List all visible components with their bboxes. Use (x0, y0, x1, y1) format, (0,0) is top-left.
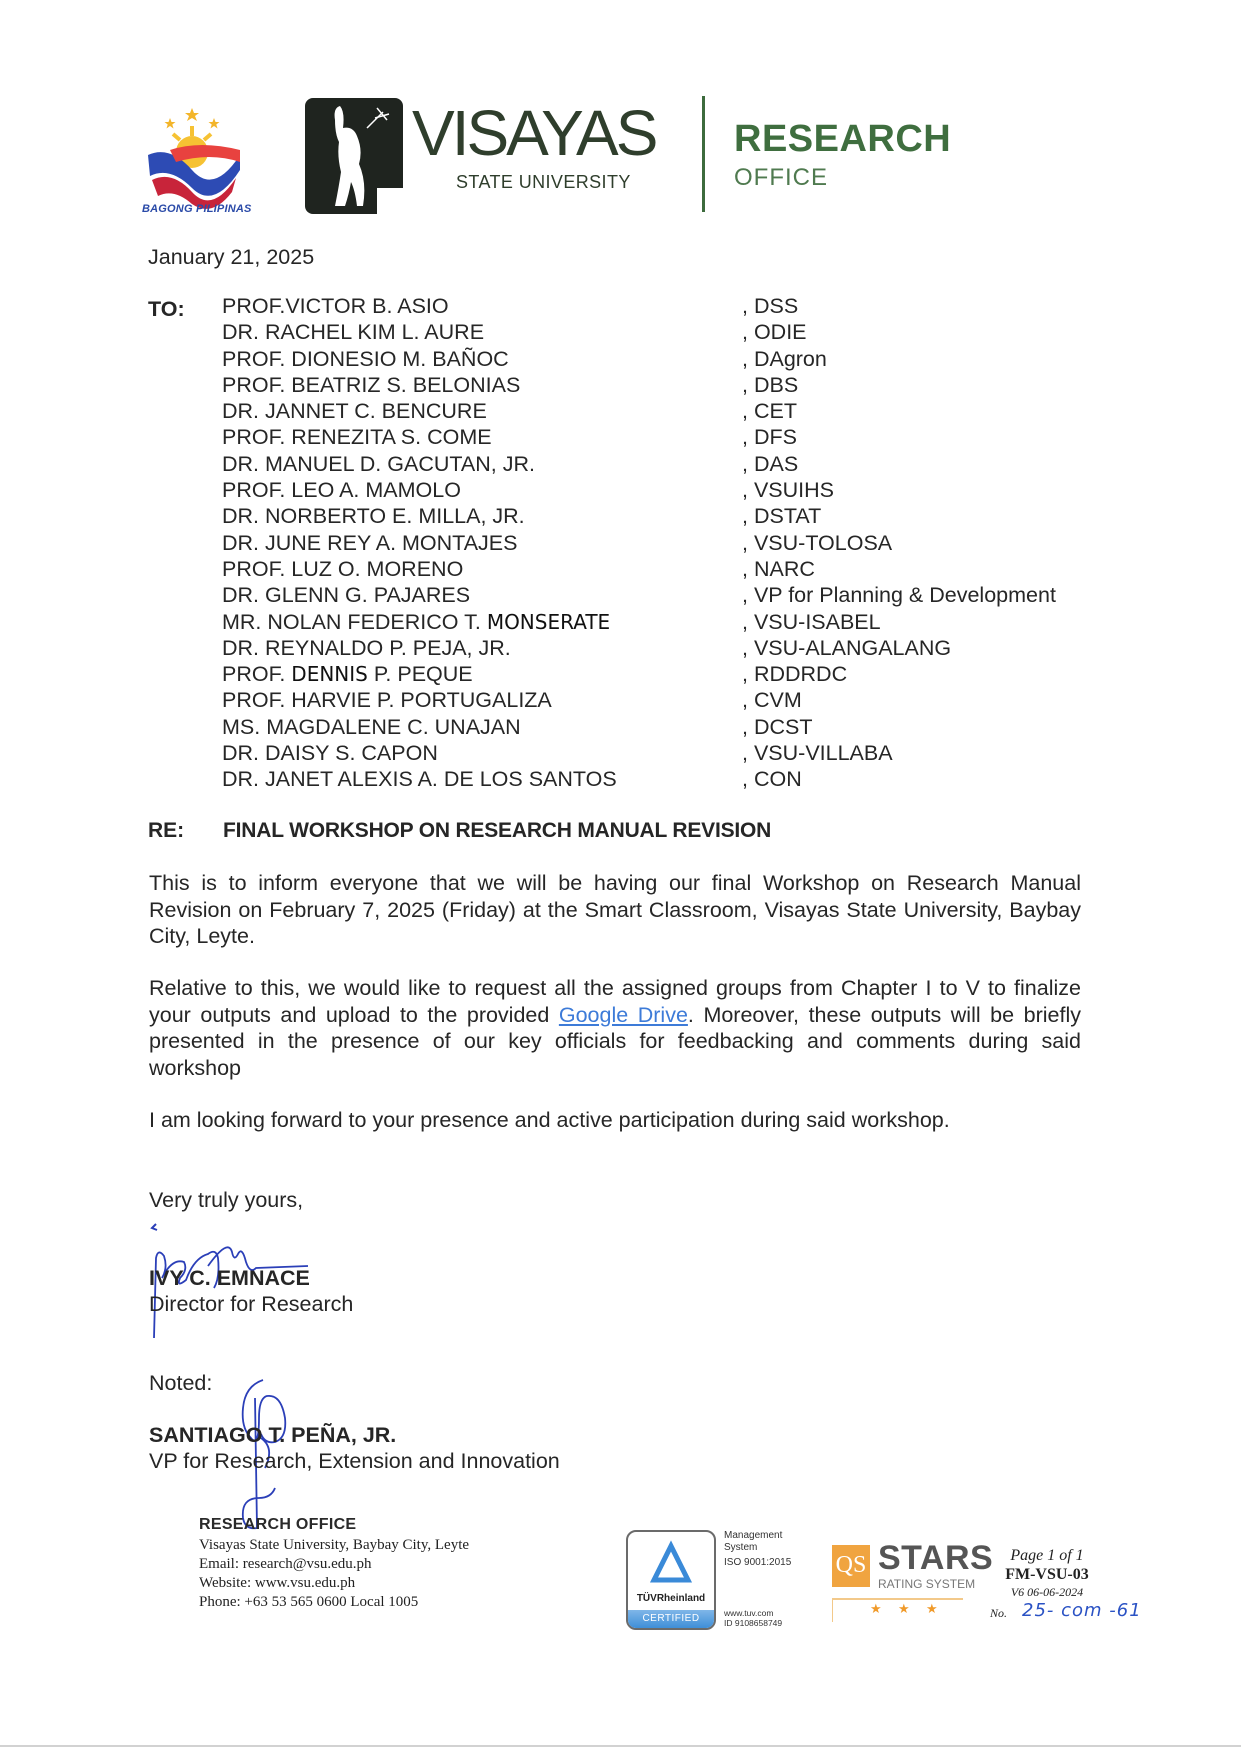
recipient-name (222, 530, 517, 556)
recipient-name-text: DR. REYNALDO P. PEJA, JR. (222, 635, 511, 660)
to-label: TO: (148, 297, 185, 321)
tuv-details (724, 1530, 816, 1628)
header-divider (702, 96, 705, 212)
recipient-name (222, 346, 509, 372)
recipient-name-tail: P. PEQUE (367, 662, 473, 687)
tuv-certification-badge (626, 1530, 716, 1630)
recipient-name (222, 766, 617, 792)
tuv-triangle-icon (628, 1532, 714, 1592)
oblation-figure-icon (305, 98, 403, 214)
recipient-name (222, 372, 520, 398)
subject-line: FINAL WORKSHOP ON RESEARCH MANUAL REVISION (223, 819, 772, 842)
page-bottom-edge (0, 1745, 1241, 1747)
star-icon (165, 118, 176, 129)
tuv-id: ID 9108658749 (724, 1618, 783, 1628)
recipient-office: , VSU-ALANGALANG (742, 635, 952, 660)
recipient-name (222, 661, 473, 687)
university-subtitle: STATE UNIVERSITY (456, 172, 631, 192)
star-icon: ★ (898, 1601, 910, 1616)
recipient-office: , NARC (742, 556, 815, 581)
paragraph-request-text-end: . Moreover, these outputs will be briefly presented in the presence of our key officials for feedbacking and comments during said workshop (149, 1002, 1081, 1080)
qs-logo-mark: QS (832, 1545, 870, 1587)
recipient-name-text: PROF. BEATRIZ S. BELONIAS (222, 372, 521, 397)
recipient-name (222, 319, 484, 345)
recipient-name-text: DR. MANUEL D. GACUTAN, JR. (222, 451, 535, 476)
recipient-name (222, 503, 525, 529)
recipient-name-text: PROF.VICTOR B. ASIO (222, 294, 449, 318)
university-wordmark-block (412, 100, 692, 200)
bagong-pilipinas-logo (140, 100, 270, 218)
tuv-web-and-id (724, 1608, 782, 1628)
recipient-name-text: DR. RACHEL KIM L. AURE (222, 320, 485, 345)
recipient-office: , DFS (742, 425, 797, 450)
tuv-web: www.tuv.com (724, 1608, 774, 1618)
recipient-office: , ODIE (742, 320, 807, 345)
closing-salutation: Very truly yours, (149, 1188, 304, 1212)
recipient-name-text: PROF. RENEZITA S. COME (222, 425, 492, 450)
recipient-name (222, 714, 521, 740)
recipient-name-edited-text: DENNIS (291, 662, 368, 687)
footer-address: Visayas State University, Baybay City, Leyte (199, 1537, 470, 1553)
star-icon: ★ (926, 1601, 938, 1616)
paragraph-request (149, 975, 1081, 1081)
recipient-name-text: PROF. (222, 662, 292, 687)
recipient-name (222, 424, 492, 450)
recipient-name-text: DR. GLENN G. PAJARES (222, 583, 471, 608)
form-code: FM-VSU-03 (1005, 1566, 1089, 1583)
recipient-name (222, 582, 470, 608)
letter-date: January 21, 2025 (148, 245, 315, 269)
signatory-name-pena: SANTIAGO T. PEÑA, JR. (149, 1423, 397, 1447)
footer-office-title: RESEARCH OFFICE (199, 1516, 357, 1533)
recipient-office: , VP for Planning & Development (742, 583, 1056, 608)
university-wordmark: VISAYAS (412, 100, 656, 166)
recipient-name (222, 740, 438, 766)
page-number: Page 1 of 1 (1010, 1547, 1084, 1564)
recipient-name (222, 556, 463, 582)
recipient-office: , DSTAT (742, 504, 822, 529)
recipient-name (222, 451, 535, 477)
recipient-office: , CON (742, 767, 802, 792)
paragraph-request-text: Relative to this, we would like to request all the assigned groups from Chapter I to V to finalize your outputs and upload to the provided (149, 976, 1081, 1027)
office-title: RESEARCH (734, 118, 952, 160)
qs-rating-subtitle: RATING SYSTEM (878, 1577, 976, 1591)
recipient-office: , DAS (742, 451, 799, 476)
control-number-value: 25- com -61 (1022, 1600, 1142, 1621)
recipient-name-text: DR. NORBERTO E. MILLA, JR. (222, 504, 525, 529)
recipient-name (222, 687, 552, 713)
recipient-name-text: PROF. DIONESIO M. BAÑOC (222, 346, 509, 371)
office-subtitle: OFFICE (734, 164, 828, 191)
footer-email: Email: research@vsu.edu.ph (199, 1556, 372, 1572)
recipient-office: , CET (742, 399, 797, 424)
footer-phone: Phone: +63 53 565 0600 Local 1005 (199, 1594, 419, 1610)
recipient-office: , DSS (742, 294, 799, 318)
recipient-office: , VSU-TOLOSA (742, 530, 893, 555)
recipient-name-text: MS. MAGDALENE C. UNAJAN (222, 714, 521, 739)
recipient-name-text: DR. JUNE REY A. MONTAJES (222, 530, 518, 555)
tuv-certified-label: CERTIFIED (628, 1610, 714, 1628)
recipient-name-text: MR. NOLAN FEDERICO T. (222, 609, 487, 634)
recipient-name-text: PROF. LUZ O. MORENO (222, 556, 464, 581)
re-label: RE: (148, 819, 185, 842)
recipient-office: , VSU-ISABEL (742, 609, 881, 634)
recipient-office: , VSUIHS (742, 478, 834, 503)
recipient-office: , CVM (742, 688, 802, 713)
recipient-name (222, 477, 461, 503)
recipient-name-text: PROF. HARVIE P. PORTUGALIZA (222, 688, 552, 713)
noted-label: Noted: (149, 1371, 213, 1395)
google-drive-link[interactable]: Google Drive (558, 1002, 688, 1027)
recipient-office: , VSU-VILLABA (742, 741, 893, 766)
form-version: V6 06-06-2024 (1010, 1585, 1084, 1599)
recipient-office: , DCST (742, 714, 813, 739)
signatory-title-emnace: Director for Research (149, 1292, 354, 1316)
recipient-name-edited-text: MONSERATE (486, 609, 611, 634)
star-icon: ★ (870, 1601, 882, 1616)
signatory-name-emnace: IVY C. EMNACE (149, 1266, 310, 1290)
control-number-label: No. (990, 1606, 1008, 1620)
vsu-emblem-logo (305, 98, 403, 214)
recipient-name-text: DR. DAISY S. CAPON (222, 741, 438, 766)
star-icon (185, 108, 199, 121)
recipient-office: , DBS (742, 372, 799, 397)
star-icon (209, 118, 220, 129)
recipient-name (222, 635, 511, 661)
paragraph-announcement: This is to inform everyone that we will be having our final Workshop on Research Manual Revision on February 7, 2025 (Friday) at the Smart Classroom, Visayas State University, Baybay City, Leyte. (149, 871, 1081, 948)
recipient-name-text: PROF. LEO A. MAMOLO (222, 478, 461, 503)
recipient-office: , DAgron (742, 346, 827, 371)
tuv-management-system: Management System (724, 1530, 783, 1553)
recipient-name (222, 398, 487, 424)
paragraph-closing-remark: I am looking forward to your presence and active participation during said workshop. (149, 1108, 950, 1132)
tuv-brand: TÜVRheinland (636, 1593, 706, 1604)
bagong-pilipinas-caption: BAGONG PILIPINAS (142, 203, 252, 215)
footer-website: Website: www.vsu.edu.ph (199, 1575, 356, 1591)
signatory-title-pena: VP for Research, Extension and Innovation (149, 1449, 560, 1473)
recipient-name-text: DR. JANET ALEXIS A. DE LOS SANTOS (222, 767, 617, 792)
recipient-name (222, 609, 610, 635)
recipient-name-text: DR. JANNET C. BENCURE (222, 399, 487, 424)
qs-stars-title: STARS (878, 1539, 994, 1577)
tuv-iso-standard: ISO 9001:2015 (724, 1557, 792, 1568)
recipient-office: , RDDRDC (742, 662, 848, 687)
recipient-name (222, 293, 449, 319)
